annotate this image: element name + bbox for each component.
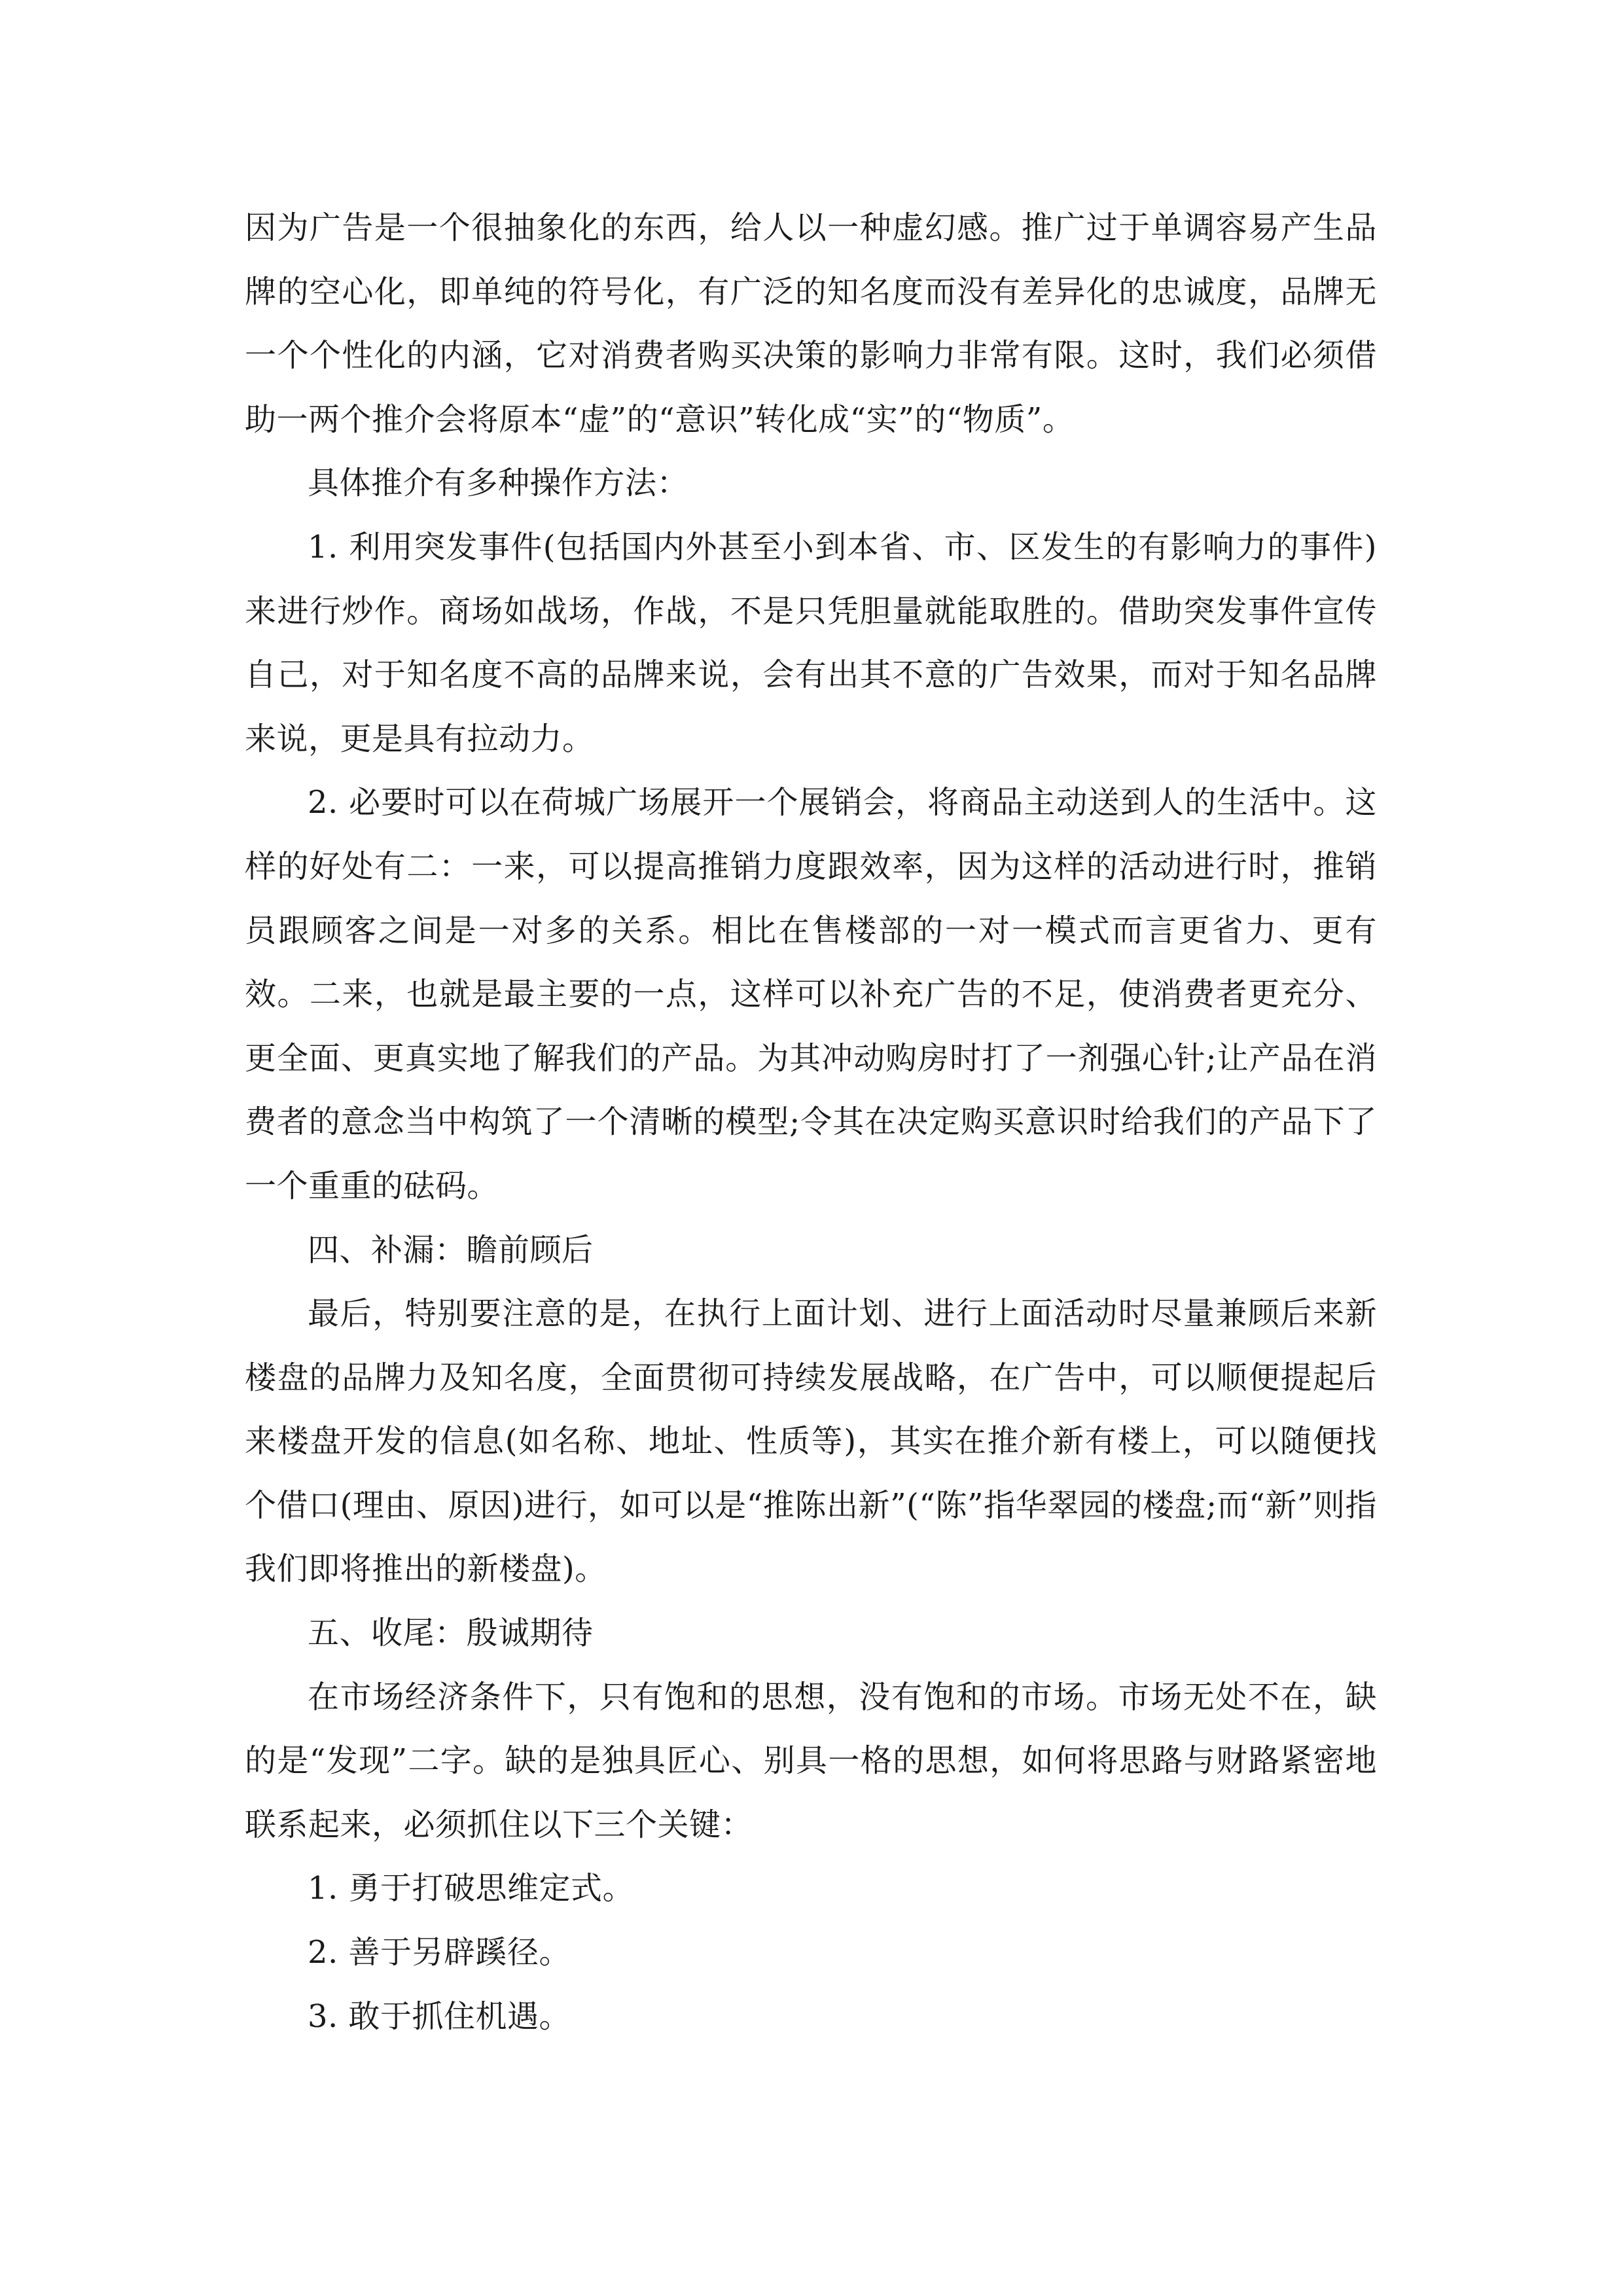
document-body xyxy=(245,196,1377,2049)
list-item-2: 2. 善于另辟蹊径。 xyxy=(308,1934,571,1971)
paragraph-methods-intro: 具体推介有多种操作方法： xyxy=(308,465,689,502)
section-heading-4: 四、补漏：瞻前顾后 xyxy=(308,1231,594,1268)
paragraph-method-1: 1. 利用突发事件(包括国内外甚至小到本省、市、区发生的有影响力的事件)来进行炒作。商场如战场，作战，不是只凭胆量就能取胜的。借助突发事件宣传自己，对于知名度不高的品牌来说，会有出其不意的广告效果，而对于知名品牌来说，更是具有拉动力。 xyxy=(245,528,1377,757)
list-item-1: 1. 勇于打破思维定式。 xyxy=(308,1870,635,1907)
list-item-3: 3. 敢于抓住机遇。 xyxy=(308,1998,571,2035)
section-heading-5: 五、收尾：殷诚期待 xyxy=(308,1615,594,1652)
paragraph-section-5-body: 在市场经济条件下，只有饱和的思想，没有饱和的市场。市场无处不在，缺的是“发现”二字。缺的是独具匠心、别具一格的思想，如何将思路与财路紧密地联系起来，必须抓住以下三个关键： xyxy=(245,1678,1377,1843)
paragraph-section-4-body: 最后，特别要注意的是，在执行上面计划、进行上面活动时尽量兼顾后来新楼盘的品牌力及知名度，全面贯彻可持续发展战略，在广告中，可以顺便提起后来楼盘开发的信息(如名称、地址、性质等)，其实在推介新有楼上，可以随便找个借口(理由、原因)进行，如可以是“推陈出新”(“陈”指华翠园的楼盘;而“新”则指我们即将推出的新楼盘)。 xyxy=(245,1295,1377,1588)
paragraph-method-2: 2. 必要时可以在荷城广场展开一个展销会，将商品主动送到人的生活中。这样的好处有二：一来，可以提高推销力度跟效率，因为这样的活动进行时，推销员跟顾客之间是一对多的关系。相比在售楼部的一对一模式而言更省力、更有效。二来，也就是最主要的一点，这样可以补充广告的不足，使消费者更充分、更全面、更真实地了解我们的产品。为其冲动购房时打了一剂强心针;让产品在消费者的意念当中构筑了一个清晰的模型;令其在决定购买意识时给我们的产品下了一个重重的砝码。 xyxy=(245,784,1377,1204)
paragraph-continuation: 因为广告是一个很抽象化的东西，给人以一种虚幻感。推广过于单调容易产生品牌的空心化，即单纯的符号化，有广泛的知名度而没有差异化的忠诚度，品牌无一个个性化的内涵，它对消费者购买决策的影响力非常有限。这时，我们必须借助一两个推介会将原本“虚”的“意识”转化成“实”的“物质”。 xyxy=(245,209,1377,438)
